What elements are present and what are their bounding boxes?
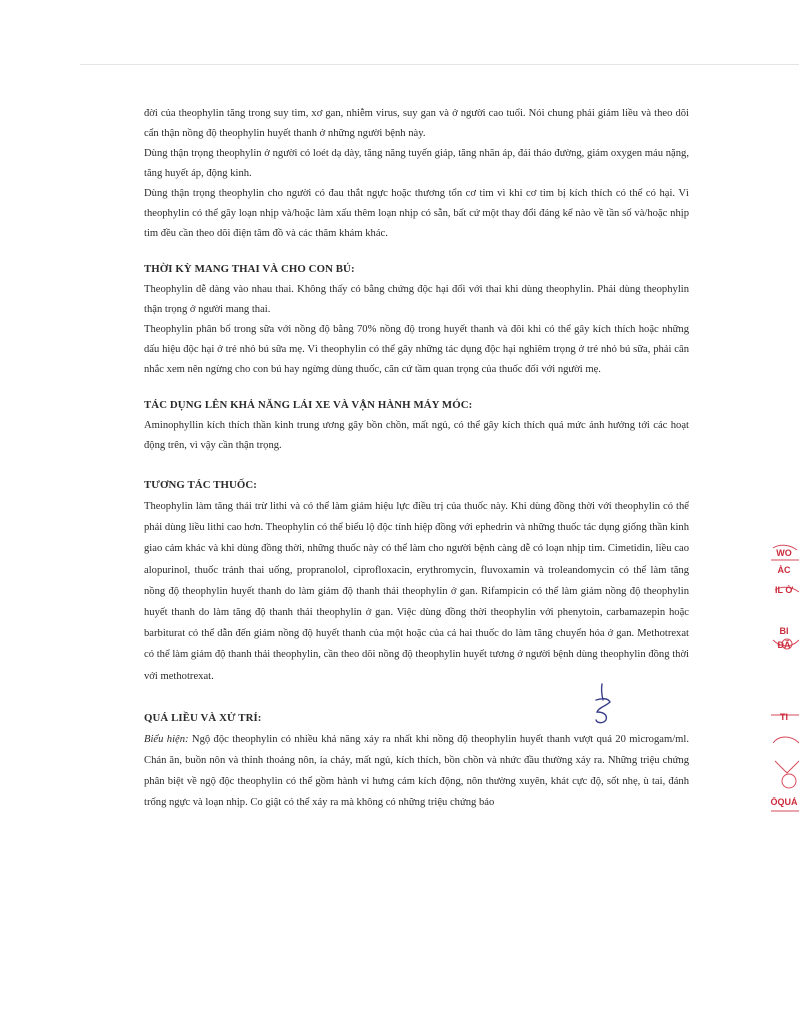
paragraph: Theophylin dễ dàng vào nhau thai. Không thấy có bằng chứng độc hại đối với thai khi dùng theophylin. Phải dùng theophylin thận trọng ở người mang thai. [144,284,689,315]
overdose-text: Ngộ độc theophylin có nhiều khả năng xảy ra nhất khi nồng độ theophylin huyết thanh vượt quá 20 microgam/ml. Chán ăn, buồn nôn và thỉnh thoảng nôn, ỉa chảy, mất ngủ, kích thích, bồn chồn và nhức đầu thường xảy ra. Những triệu chứng phân biệt về ngộ độc theophylin có thể gồm hành vi hưng cảm kích động, nôn thường xuyên, khát cực độ, sốt nhẹ, ù tai, đánh trống ngực và loạn nhịp. Co giật có thể xảy ra mà không có những triệu chứng báo [144,733,689,809]
stamp-text-1: WO [776,548,792,558]
top-rule [80,64,799,65]
signature-mark [588,682,618,731]
section-heading: THỜI KỲ MANG THAI VÀ CHO CON BÚ: [144,263,355,275]
section-heading: QUÁ LIỀU VÀ XỬ TRÍ: [144,711,262,724]
stamp-text-3: IL Ờ [774,585,793,595]
section-pregnancy [144,260,689,380]
paragraph: Dùng thận trọng theophylin ở người có loét dạ dày, tăng năng tuyến giáp, tăng nhãn áp, đái tháo đường, giảm oxygen máu nặng, tăng huyết áp, động kinh. [144,148,689,179]
paragraph: đời của theophylin tăng trong suy tim, xơ gan, nhiễm virus, suy gan và ở người cao tuổi. Nói chung phải giảm liều và theo dõi cẩn thận nồng độ theophylin huyết thanh ở những người bệnh này. [144,108,689,139]
section-driving [144,396,689,456]
paragraph: Theophylin phân bố trong sữa với nồng độ bằng 70% nồng độ trong huyết thanh và đôi khi có thể gây kích thích hoặc những dấu hiệu độc hại ở trẻ nhỏ bú sữa mẹ. Vì theophylin có thể gây những tác dụng độc hại nghiêm trọng ở trẻ nhỏ bú sữa, phải cân nhắc xem nên ngừng cho con bú hay ngừng dùng thuốc, căn cứ tầm quan trọng của thuốc đối với người mẹ. [144,324,689,375]
paragraph: Theophylin làm tăng thải trừ lithi và có thể làm giảm hiệu lực điều trị của thuốc này. Khi dùng đồng thời với theophylin có thể phải dùng liều lithi cao hơn. Theophylin có thể biểu lộ độc tính hiệp đồng với ephedrin và những thuốc tác dụng giống thần kinh giao cảm khác và khi dùng đồng thời, những thuốc này có thể làm cho người bệnh càng dễ có loạn nhịp tim. Cimetidin, liều cao alopurinol, thuốc tránh thai uống, propranolol, ciprofloxacin, erythromycin, fluvoxamin và troleandomycin có thể làm tăng nồng độ theophylin huyết thanh do làm giảm độ thanh thải theophylin ở gan. Rifampicin có thể làm giảm nồng độ theophylin huyết thanh do làm tăng độ thanh thải theophylin ở gan. Việc dùng đồng thời theophylin với phenytoin, carbamazepin hoặc barbiturat có thể dẫn đến giảm nồng độ huyết thanh của một hoặc của cả hai thuốc do làm tăng chuyển hóa ở gan. Methotrexat có thể làm giảm độ thanh thải theophylin, cần theo dõi nồng độ theophylin huyết tương ở người bệnh dùng theophylin đồng thời với methotrexat. [144,501,689,682]
section-interactions [144,476,689,687]
stamp-text-6: TI [780,712,788,722]
stamp-text-4: BI [779,626,789,636]
section-heading: TƯƠNG TÁC THUỐC: [144,479,257,491]
stamp-text-7: ỐQUẢ [770,797,798,807]
paragraph: Dùng thận trọng theophylin cho người có đau thắt ngực hoặc thương tổn cơ tim vì khi cơ tim bị kích thích có thể có hại. Vì theophylin có thể gây loạn nhịp và/hoặc làm xấu thêm loạn nhịp có sẵn, bất cứ một thay đổi đáng kể nào về tần số và/hoặc nhịp tim đều cần theo dõi điện tâm đồ và các thăm khám khác. [144,188,689,239]
section-heading: TÁC DỤNG LÊN KHẢ NĂNG LÁI XE VÀ VẬN HÀNH MÁY MÓC: [144,399,473,411]
stamp-text-2: ÀC [777,565,791,575]
overdose-label: Biểu hiện: [144,733,189,745]
section-precautions [144,104,689,244]
paragraph: Aminophyllin kích thích thần kinh trung ương gây bồn chồn, mất ngủ, có thể gây kích thích quá mức ảnh hưởng tới các hoạt động trên, vì vậy cần thận trọng. [144,420,689,451]
paragraph [144,729,689,814]
stamp-text-5: ĐÃ [777,640,791,650]
